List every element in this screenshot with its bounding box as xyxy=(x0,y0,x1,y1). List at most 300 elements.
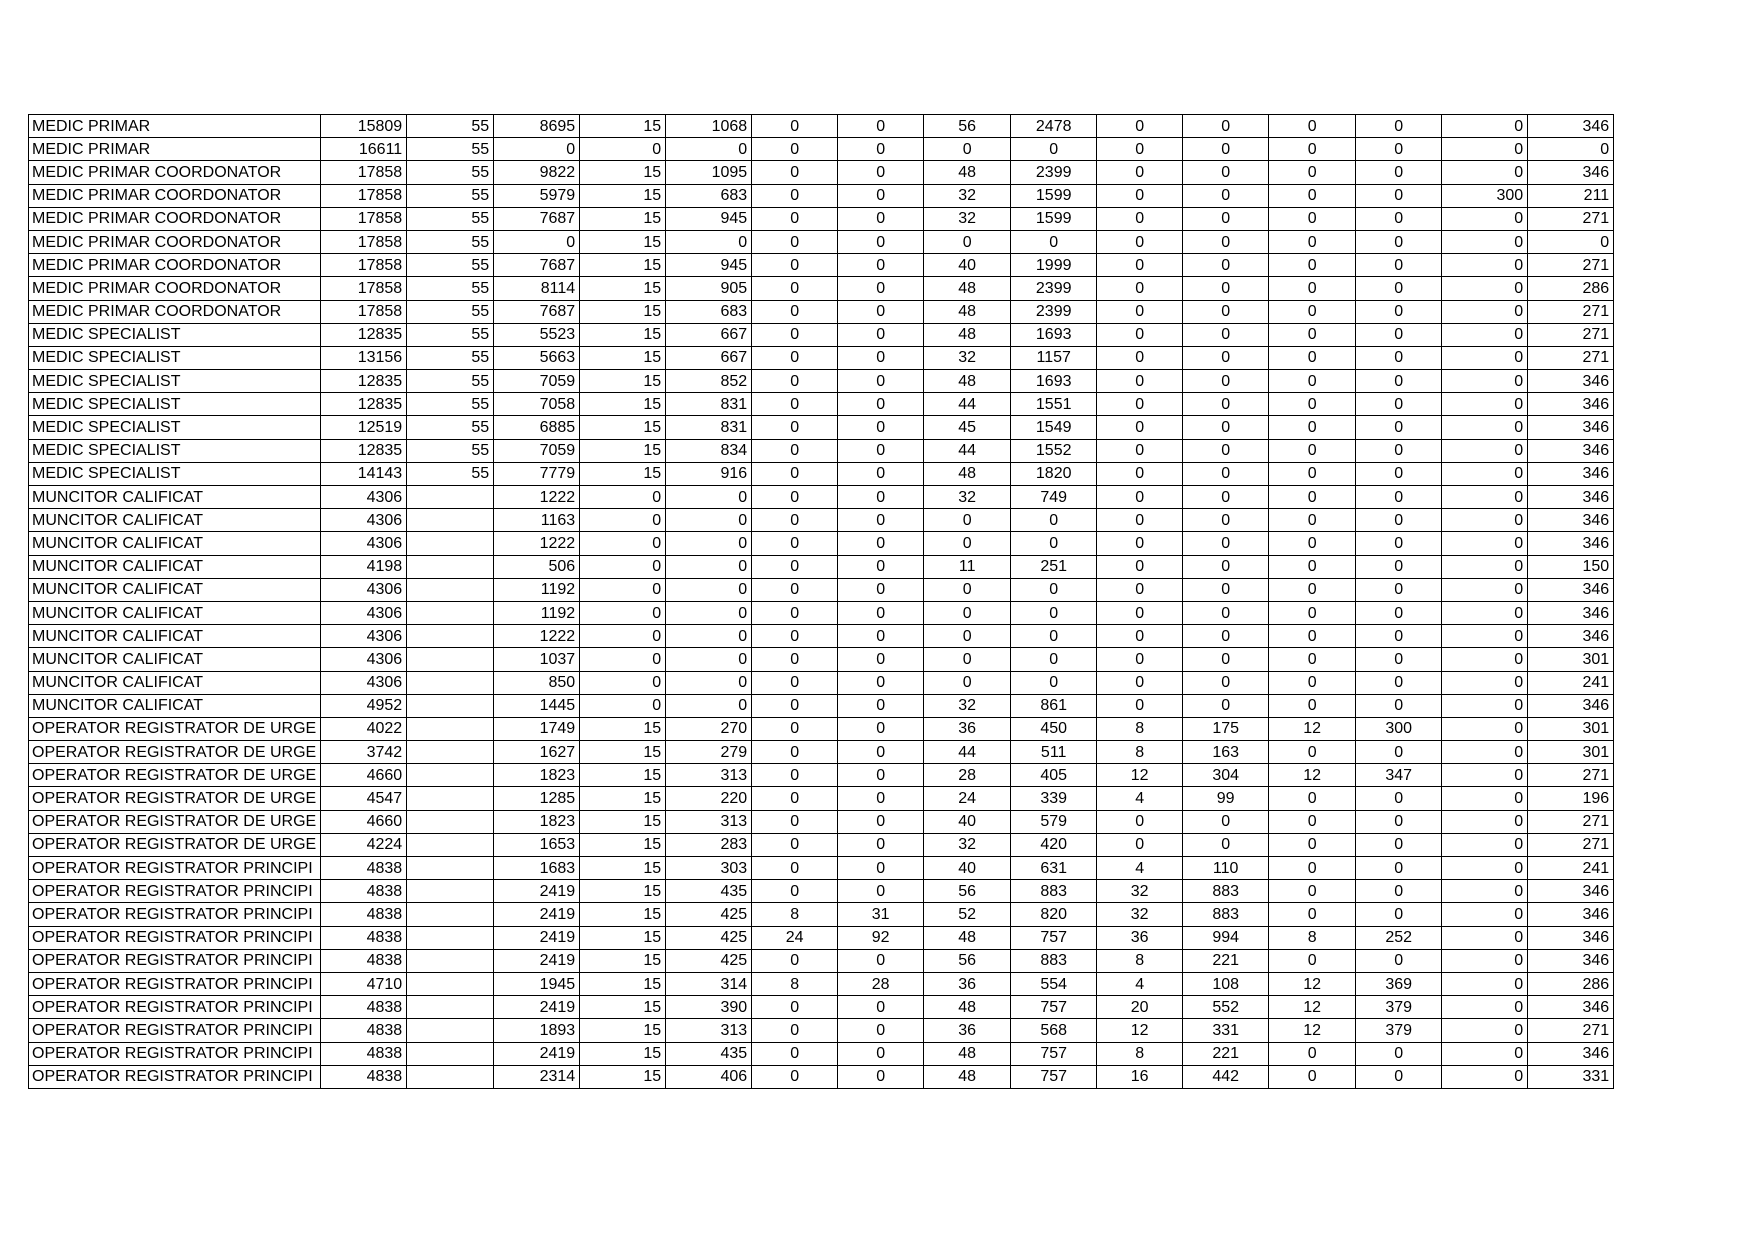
table-row xyxy=(29,370,1614,393)
value-cell: 0 xyxy=(838,880,924,903)
table-row xyxy=(29,648,1614,671)
value-cell: 0 xyxy=(1269,857,1356,880)
position-name-cell: MEDIC PRIMAR xyxy=(29,115,321,138)
value-cell: 749 xyxy=(1011,486,1097,509)
value-cell: 56 xyxy=(924,949,1011,972)
value-cell: 757 xyxy=(1011,1065,1097,1088)
value-cell: 0 xyxy=(1528,138,1614,161)
value-cell: 15 xyxy=(580,857,666,880)
value-cell: 0 xyxy=(752,717,838,740)
value-cell: 0 xyxy=(1183,509,1269,532)
value-cell: 1163 xyxy=(494,509,580,532)
value-cell xyxy=(407,578,494,601)
table-row xyxy=(29,1019,1614,1042)
value-cell: 271 xyxy=(1528,764,1614,787)
value-cell: 0 xyxy=(752,601,838,624)
position-name-cell: OPERATOR REGISTRATOR PRINCIPI xyxy=(29,857,321,880)
value-cell: 0 xyxy=(752,555,838,578)
value-cell: 48 xyxy=(924,370,1011,393)
value-cell: 0 xyxy=(1356,903,1442,926)
value-cell: 1599 xyxy=(1011,207,1097,230)
table-row xyxy=(29,161,1614,184)
value-cell: 0 xyxy=(666,601,752,624)
value-cell: 4022 xyxy=(321,717,407,740)
value-cell: 4660 xyxy=(321,764,407,787)
value-cell: 0 xyxy=(1356,555,1442,578)
value-cell: 0 xyxy=(1356,601,1442,624)
value-cell: 48 xyxy=(924,1042,1011,1065)
value-cell: 916 xyxy=(666,462,752,485)
value-cell: 0 xyxy=(1183,416,1269,439)
value-cell: 0 xyxy=(1356,370,1442,393)
value-cell: 17858 xyxy=(321,161,407,184)
value-cell: 331 xyxy=(1183,1019,1269,1042)
value-cell: 55 xyxy=(407,138,494,161)
value-cell: 4306 xyxy=(321,648,407,671)
value-cell: 1095 xyxy=(666,161,752,184)
value-cell: 0 xyxy=(1269,833,1356,856)
value-cell xyxy=(407,926,494,949)
value-cell: 0 xyxy=(838,416,924,439)
value-cell: 346 xyxy=(1528,578,1614,601)
position-name-cell: OPERATOR REGISTRATOR PRINCIPI xyxy=(29,996,321,1019)
value-cell: 12 xyxy=(1097,1019,1183,1042)
value-cell: 0 xyxy=(1097,277,1183,300)
value-cell: 1693 xyxy=(1011,370,1097,393)
value-cell: 12 xyxy=(1269,996,1356,1019)
value-cell: 2419 xyxy=(494,949,580,972)
value-cell: 15 xyxy=(580,300,666,323)
value-cell: 55 xyxy=(407,230,494,253)
value-cell: 1693 xyxy=(1011,323,1097,346)
salary-data-table xyxy=(28,114,1614,1089)
value-cell: 0 xyxy=(752,393,838,416)
value-cell: 15809 xyxy=(321,115,407,138)
value-cell: 8 xyxy=(752,972,838,995)
value-cell: 28 xyxy=(924,764,1011,787)
value-cell xyxy=(407,625,494,648)
table-row xyxy=(29,300,1614,323)
value-cell: 568 xyxy=(1011,1019,1097,1042)
value-cell: 0 xyxy=(1442,161,1528,184)
position-name-cell: OPERATOR REGISTRATOR DE URGE xyxy=(29,764,321,787)
value-cell: 0 xyxy=(580,555,666,578)
value-cell: 0 xyxy=(752,370,838,393)
value-cell: 4838 xyxy=(321,926,407,949)
table-row xyxy=(29,115,1614,138)
value-cell: 0 xyxy=(838,207,924,230)
value-cell: 0 xyxy=(1269,648,1356,671)
value-cell: 0 xyxy=(580,532,666,555)
value-cell: 0 xyxy=(1183,810,1269,833)
value-cell: 5663 xyxy=(494,346,580,369)
value-cell: 0 xyxy=(1097,555,1183,578)
value-cell: 15 xyxy=(580,996,666,1019)
table-row xyxy=(29,416,1614,439)
value-cell: 55 xyxy=(407,254,494,277)
value-cell xyxy=(407,1065,494,1088)
value-cell: 425 xyxy=(666,926,752,949)
table-row xyxy=(29,439,1614,462)
value-cell: 16611 xyxy=(321,138,407,161)
value-cell: 369 xyxy=(1356,972,1442,995)
value-cell: 4306 xyxy=(321,625,407,648)
position-name-cell: OPERATOR REGISTRATOR PRINCIPI xyxy=(29,1019,321,1042)
value-cell: 346 xyxy=(1528,439,1614,462)
value-cell: 4838 xyxy=(321,996,407,1019)
value-cell xyxy=(407,694,494,717)
value-cell: 92 xyxy=(838,926,924,949)
value-cell: 757 xyxy=(1011,926,1097,949)
table-row xyxy=(29,138,1614,161)
value-cell: 7058 xyxy=(494,393,580,416)
value-cell: 15 xyxy=(580,926,666,949)
value-cell: 15 xyxy=(580,207,666,230)
value-cell: 2419 xyxy=(494,996,580,1019)
position-name-cell: MUNCITOR CALIFICAT xyxy=(29,555,321,578)
value-cell: 0 xyxy=(1097,184,1183,207)
value-cell: 831 xyxy=(666,416,752,439)
table-row xyxy=(29,207,1614,230)
value-cell: 0 xyxy=(580,648,666,671)
table-row xyxy=(29,671,1614,694)
position-name-cell: MUNCITOR CALIFICAT xyxy=(29,671,321,694)
value-cell: 442 xyxy=(1183,1065,1269,1088)
value-cell: 0 xyxy=(1097,300,1183,323)
value-cell: 0 xyxy=(752,509,838,532)
value-cell: 0 xyxy=(1442,439,1528,462)
value-cell: 0 xyxy=(1442,1042,1528,1065)
value-cell: 0 xyxy=(1442,880,1528,903)
value-cell: 48 xyxy=(924,926,1011,949)
value-cell: 0 xyxy=(1269,949,1356,972)
value-cell: 15 xyxy=(580,880,666,903)
value-cell: 4838 xyxy=(321,1065,407,1088)
value-cell: 883 xyxy=(1011,949,1097,972)
value-cell: 1037 xyxy=(494,648,580,671)
value-cell: 0 xyxy=(1442,1019,1528,1042)
value-cell: 40 xyxy=(924,254,1011,277)
table-row xyxy=(29,323,1614,346)
value-cell: 435 xyxy=(666,1042,752,1065)
value-cell: 339 xyxy=(1011,787,1097,810)
value-cell: 0 xyxy=(666,694,752,717)
value-cell: 1945 xyxy=(494,972,580,995)
position-name-cell: MEDIC PRIMAR COORDONATOR xyxy=(29,184,321,207)
value-cell: 0 xyxy=(924,625,1011,648)
value-cell: 0 xyxy=(580,486,666,509)
value-cell: 4838 xyxy=(321,880,407,903)
value-cell: 0 xyxy=(1356,857,1442,880)
value-cell: 0 xyxy=(1183,578,1269,601)
value-cell: 0 xyxy=(666,625,752,648)
value-cell: 0 xyxy=(1442,462,1528,485)
value-cell: 8695 xyxy=(494,115,580,138)
value-cell: 2314 xyxy=(494,1065,580,1088)
value-cell: 552 xyxy=(1183,996,1269,1019)
value-cell: 15 xyxy=(580,416,666,439)
value-cell: 13156 xyxy=(321,346,407,369)
value-cell: 0 xyxy=(838,254,924,277)
value-cell: 55 xyxy=(407,416,494,439)
value-cell: 435 xyxy=(666,880,752,903)
value-cell: 905 xyxy=(666,277,752,300)
table-row xyxy=(29,230,1614,253)
value-cell: 9822 xyxy=(494,161,580,184)
value-cell: 0 xyxy=(752,532,838,555)
value-cell: 271 xyxy=(1528,810,1614,833)
value-cell: 1157 xyxy=(1011,346,1097,369)
value-cell: 425 xyxy=(666,903,752,926)
value-cell: 0 xyxy=(1097,810,1183,833)
value-cell: 0 xyxy=(838,370,924,393)
value-cell: 0 xyxy=(1183,230,1269,253)
value-cell: 0 xyxy=(752,184,838,207)
value-cell: 48 xyxy=(924,277,1011,300)
value-cell: 0 xyxy=(580,671,666,694)
position-name-cell: MEDIC PRIMAR COORDONATOR xyxy=(29,161,321,184)
value-cell: 0 xyxy=(580,601,666,624)
value-cell: 0 xyxy=(1011,532,1097,555)
value-cell: 12 xyxy=(1269,972,1356,995)
value-cell: 15 xyxy=(580,323,666,346)
value-cell: 0 xyxy=(838,833,924,856)
value-cell: 0 xyxy=(1183,346,1269,369)
value-cell: 0 xyxy=(1097,439,1183,462)
value-cell: 48 xyxy=(924,1065,1011,1088)
table-row xyxy=(29,462,1614,485)
value-cell: 850 xyxy=(494,671,580,694)
value-cell: 0 xyxy=(838,578,924,601)
value-cell: 0 xyxy=(1442,648,1528,671)
value-cell xyxy=(407,972,494,995)
value-cell: 12519 xyxy=(321,416,407,439)
value-cell: 0 xyxy=(1269,346,1356,369)
value-cell: 241 xyxy=(1528,857,1614,880)
value-cell: 1823 xyxy=(494,810,580,833)
value-cell: 0 xyxy=(1442,416,1528,439)
table-row xyxy=(29,184,1614,207)
value-cell: 406 xyxy=(666,1065,752,1088)
value-cell: 554 xyxy=(1011,972,1097,995)
value-cell: 1653 xyxy=(494,833,580,856)
value-cell: 55 xyxy=(407,300,494,323)
value-cell xyxy=(407,1042,494,1065)
value-cell: 32 xyxy=(1097,903,1183,926)
value-cell: 506 xyxy=(494,555,580,578)
value-cell: 0 xyxy=(1442,694,1528,717)
value-cell xyxy=(407,996,494,1019)
value-cell: 314 xyxy=(666,972,752,995)
value-cell: 0 xyxy=(1097,393,1183,416)
value-cell: 346 xyxy=(1528,462,1614,485)
value-cell: 1285 xyxy=(494,787,580,810)
value-cell: 0 xyxy=(752,741,838,764)
value-cell: 0 xyxy=(924,648,1011,671)
value-cell: 0 xyxy=(1528,230,1614,253)
value-cell: 0 xyxy=(1183,393,1269,416)
value-cell: 0 xyxy=(1356,277,1442,300)
value-cell: 12 xyxy=(1269,717,1356,740)
value-cell: 0 xyxy=(838,764,924,787)
value-cell: 346 xyxy=(1528,416,1614,439)
value-cell: 0 xyxy=(1269,880,1356,903)
value-cell: 0 xyxy=(1442,671,1528,694)
value-cell: 0 xyxy=(1183,532,1269,555)
value-cell: 15 xyxy=(580,833,666,856)
value-cell: 0 xyxy=(838,300,924,323)
value-cell: 56 xyxy=(924,115,1011,138)
value-cell: 0 xyxy=(1442,717,1528,740)
value-cell: 0 xyxy=(752,230,838,253)
value-cell: 15 xyxy=(580,949,666,972)
value-cell: 17858 xyxy=(321,184,407,207)
value-cell: 241 xyxy=(1528,671,1614,694)
value-cell: 15 xyxy=(580,346,666,369)
value-cell: 0 xyxy=(1269,115,1356,138)
value-cell: 15 xyxy=(580,972,666,995)
value-cell: 45 xyxy=(924,416,1011,439)
position-name-cell: MUNCITOR CALIFICAT xyxy=(29,486,321,509)
value-cell: 36 xyxy=(1097,926,1183,949)
table-row xyxy=(29,787,1614,810)
table-row xyxy=(29,346,1614,369)
value-cell: 301 xyxy=(1528,648,1614,671)
value-cell: 0 xyxy=(1269,532,1356,555)
value-cell: 1749 xyxy=(494,717,580,740)
value-cell: 0 xyxy=(752,694,838,717)
value-cell: 0 xyxy=(1183,671,1269,694)
value-cell: 99 xyxy=(1183,787,1269,810)
value-cell xyxy=(407,601,494,624)
value-cell: 0 xyxy=(1011,625,1097,648)
value-cell: 0 xyxy=(838,555,924,578)
value-cell: 12835 xyxy=(321,323,407,346)
value-cell: 0 xyxy=(752,1019,838,1042)
value-cell: 883 xyxy=(1011,880,1097,903)
value-cell: 0 xyxy=(1097,346,1183,369)
value-cell: 303 xyxy=(666,857,752,880)
value-cell: 0 xyxy=(752,764,838,787)
value-cell: 313 xyxy=(666,1019,752,1042)
value-cell: 0 xyxy=(752,857,838,880)
value-cell: 0 xyxy=(838,323,924,346)
value-cell: 271 xyxy=(1528,254,1614,277)
value-cell: 346 xyxy=(1528,115,1614,138)
value-cell: 0 xyxy=(1442,903,1528,926)
value-cell: 0 xyxy=(1269,184,1356,207)
value-cell: 667 xyxy=(666,346,752,369)
value-cell: 0 xyxy=(1269,694,1356,717)
value-cell: 0 xyxy=(752,486,838,509)
value-cell: 271 xyxy=(1528,207,1614,230)
value-cell: 44 xyxy=(924,393,1011,416)
value-cell: 56 xyxy=(924,880,1011,903)
value-cell: 8 xyxy=(1097,741,1183,764)
value-cell: 0 xyxy=(1356,949,1442,972)
value-cell: 425 xyxy=(666,949,752,972)
value-cell: 0 xyxy=(752,439,838,462)
value-cell: 1893 xyxy=(494,1019,580,1042)
value-cell: 0 xyxy=(1269,625,1356,648)
value-cell: 0 xyxy=(1356,138,1442,161)
position-name-cell: MEDIC PRIMAR COORDONATOR xyxy=(29,230,321,253)
value-cell: 2419 xyxy=(494,880,580,903)
value-cell: 0 xyxy=(666,509,752,532)
value-cell: 175 xyxy=(1183,717,1269,740)
value-cell: 0 xyxy=(924,671,1011,694)
value-cell: 32 xyxy=(924,207,1011,230)
value-cell: 0 xyxy=(752,346,838,369)
value-cell: 0 xyxy=(1442,972,1528,995)
position-name-cell: MEDIC SPECIALIST xyxy=(29,416,321,439)
value-cell: 7687 xyxy=(494,254,580,277)
table-row xyxy=(29,277,1614,300)
value-cell: 1068 xyxy=(666,115,752,138)
value-cell: 0 xyxy=(1356,671,1442,694)
value-cell: 8114 xyxy=(494,277,580,300)
value-cell: 0 xyxy=(1356,439,1442,462)
value-cell: 4838 xyxy=(321,1019,407,1042)
value-cell: 0 xyxy=(924,601,1011,624)
value-cell: 0 xyxy=(1442,509,1528,532)
value-cell: 0 xyxy=(1356,115,1442,138)
value-cell: 4838 xyxy=(321,857,407,880)
value-cell: 2478 xyxy=(1011,115,1097,138)
value-cell: 945 xyxy=(666,254,752,277)
value-cell: 4547 xyxy=(321,787,407,810)
value-cell: 0 xyxy=(1269,1065,1356,1088)
value-cell: 0 xyxy=(1269,555,1356,578)
value-cell: 1999 xyxy=(1011,254,1097,277)
value-cell: 0 xyxy=(1097,601,1183,624)
value-cell: 0 xyxy=(1097,416,1183,439)
value-cell: 346 xyxy=(1528,393,1614,416)
value-cell: 2419 xyxy=(494,903,580,926)
value-cell: 0 xyxy=(838,1065,924,1088)
value-cell: 0 xyxy=(1097,532,1183,555)
value-cell: 0 xyxy=(838,161,924,184)
value-cell: 220 xyxy=(666,787,752,810)
position-name-cell: OPERATOR REGISTRATOR PRINCIPI xyxy=(29,972,321,995)
value-cell: 0 xyxy=(1442,1065,1528,1088)
value-cell: 0 xyxy=(1011,601,1097,624)
table-row xyxy=(29,833,1614,856)
table-body xyxy=(29,115,1614,1089)
value-cell: 0 xyxy=(838,346,924,369)
value-cell xyxy=(407,532,494,555)
value-cell: 0 xyxy=(1442,764,1528,787)
value-cell: 48 xyxy=(924,323,1011,346)
value-cell: 0 xyxy=(1183,370,1269,393)
value-cell: 0 xyxy=(1356,486,1442,509)
position-name-cell: MEDIC SPECIALIST xyxy=(29,323,321,346)
value-cell: 0 xyxy=(1269,671,1356,694)
value-cell: 0 xyxy=(752,138,838,161)
value-cell: 55 xyxy=(407,277,494,300)
position-name-cell: OPERATOR REGISTRATOR PRINCIPI xyxy=(29,880,321,903)
value-cell: 0 xyxy=(1183,254,1269,277)
value-cell: 0 xyxy=(752,1042,838,1065)
value-cell: 331 xyxy=(1528,1065,1614,1088)
value-cell: 0 xyxy=(1011,138,1097,161)
value-cell: 55 xyxy=(407,161,494,184)
value-cell: 0 xyxy=(1442,833,1528,856)
value-cell: 0 xyxy=(1269,810,1356,833)
position-name-cell: MEDIC PRIMAR COORDONATOR xyxy=(29,207,321,230)
value-cell: 0 xyxy=(1183,462,1269,485)
value-cell: 15 xyxy=(580,439,666,462)
